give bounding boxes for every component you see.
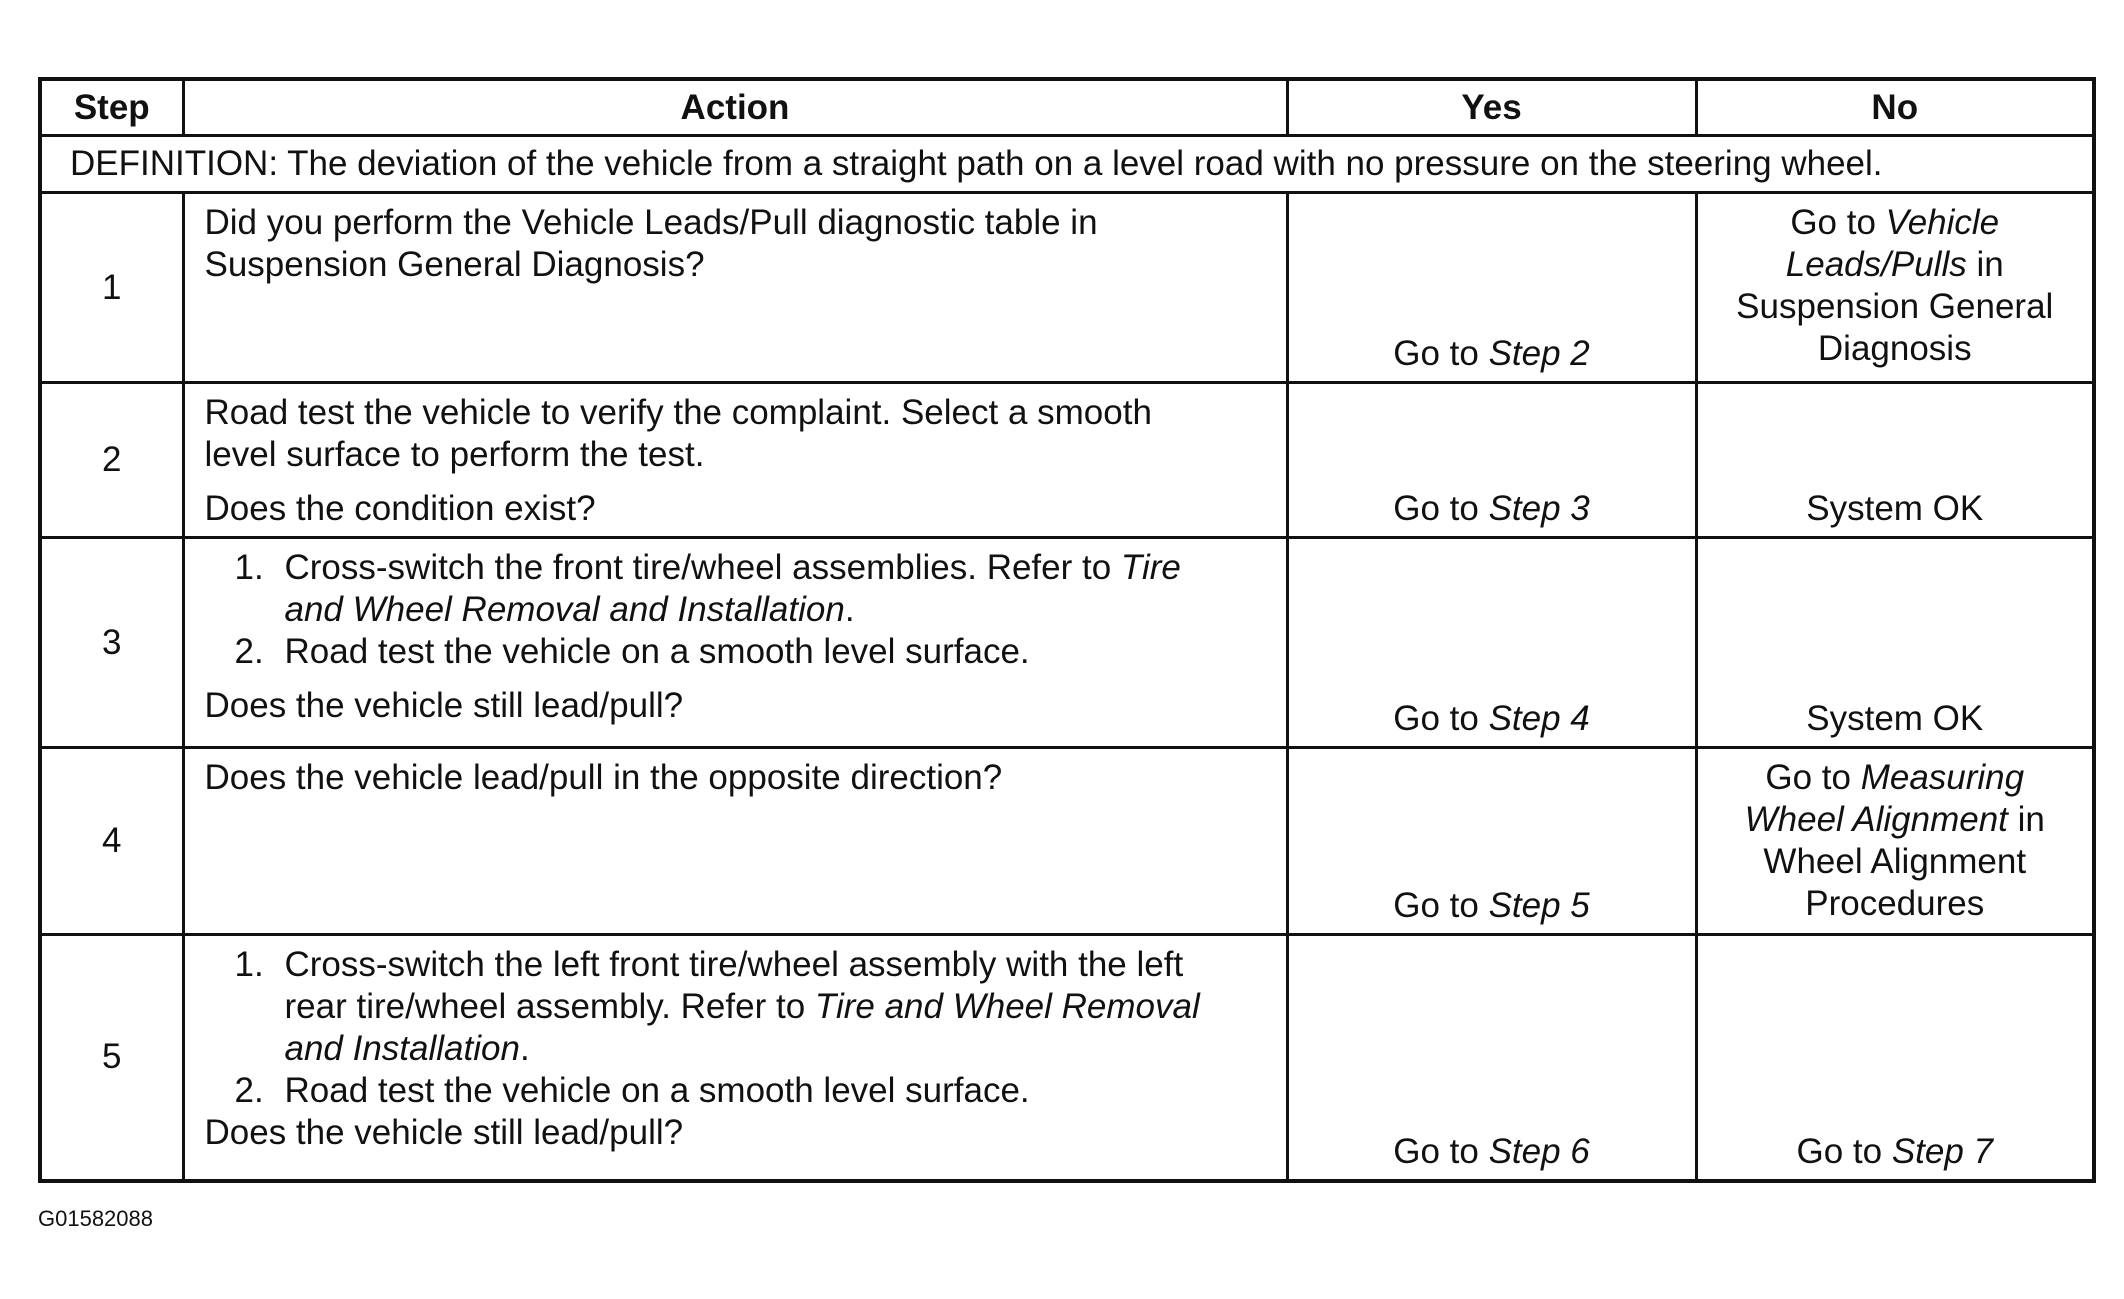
list-text: . <box>844 590 855 629</box>
action-cell <box>183 538 1287 748</box>
procedure-link[interactable]: Measuring <box>1860 758 2025 797</box>
no-cell <box>1696 935 2094 1181</box>
list-number: 1. <box>234 548 264 587</box>
action-text: Did you perform the Vehicle Leads/Pull diagnostic table in <box>204 203 1098 242</box>
action-cell <box>183 193 1287 383</box>
list-number: 2. <box>234 632 264 671</box>
no-text: Suspension General <box>1736 287 2054 326</box>
no-cell: System OK <box>1696 383 2094 538</box>
definition-text: DEFINITION: The deviation of the vehicle from a straight path on a level road with no pressure on the steering wheel. <box>40 136 2094 193</box>
yes-cell <box>1287 193 1696 383</box>
yes-cell <box>1287 935 1696 1181</box>
no-suffix: in <box>2007 800 2045 839</box>
no-cell <box>1696 193 2094 383</box>
no-cell <box>1696 748 2094 935</box>
list-number: 2. <box>234 1071 264 1110</box>
yes-prefix: Go to <box>1393 1131 1489 1171</box>
yes-cell <box>1287 538 1696 748</box>
step-link[interactable]: Step 7 <box>1891 1131 1994 1171</box>
action-text: Road test the vehicle to verify the complaint. Select a smooth <box>204 393 1152 432</box>
list-text: . <box>519 1029 530 1068</box>
yes-cell <box>1287 383 1696 538</box>
list-item <box>205 547 1276 631</box>
no-prefix: Go to <box>1796 1131 1892 1171</box>
step-number: 2 <box>40 383 183 538</box>
diagnostic-table <box>38 77 2096 1183</box>
step-link[interactable]: Step 3 <box>1488 489 1590 528</box>
step-number: 1 <box>40 193 183 383</box>
no-prefix: Go to <box>1765 758 1861 797</box>
list-text: Road test the vehicle on a smooth level surface. <box>284 1071 1030 1110</box>
step-number: 4 <box>40 748 183 935</box>
no-prefix: Go to <box>1790 203 1886 242</box>
no-text: Procedures <box>1805 884 1985 923</box>
yes-cell <box>1287 748 1696 935</box>
action-cell <box>183 383 1287 538</box>
no-text: Diagnosis <box>1817 329 1972 368</box>
table-row <box>40 383 2094 538</box>
table-row <box>40 748 2094 935</box>
procedure-link[interactable]: and Installation <box>284 1029 520 1068</box>
header-step: Step <box>40 79 183 136</box>
action-cell <box>183 748 1287 935</box>
list-item <box>205 944 1276 1070</box>
procedure-link[interactable]: Tire <box>1120 548 1181 587</box>
yes-prefix: Go to <box>1393 334 1489 373</box>
no-text: Wheel Alignment <box>1763 842 2027 881</box>
list-text: Road test the vehicle on a smooth level surface. <box>284 632 1030 671</box>
action-text: Suspension General Diagnosis? <box>204 245 705 284</box>
procedure-link[interactable]: Vehicle <box>1885 203 2000 242</box>
header-row <box>40 79 2094 136</box>
list-text: Cross-switch the left front tire/wheel assembly with the left <box>284 945 1184 984</box>
question-text: Does the vehicle still lead/pull? <box>204 686 684 725</box>
yes-prefix: Go to <box>1393 699 1489 738</box>
table-row <box>40 935 2094 1181</box>
yes-prefix: Go to <box>1393 886 1489 925</box>
step-number: 3 <box>40 538 183 748</box>
procedure-link[interactable]: and Wheel Removal and Installation <box>284 590 845 629</box>
table-row <box>40 193 2094 383</box>
action-text: level surface to perform the test. <box>204 435 705 474</box>
header-yes: Yes <box>1287 79 1696 136</box>
list-number: 1. <box>234 945 264 984</box>
header-no: No <box>1696 79 2094 136</box>
no-cell: System OK <box>1696 538 2094 748</box>
action-cell <box>183 935 1287 1181</box>
header-action: Action <box>183 79 1287 136</box>
no-suffix: in <box>1966 245 2004 284</box>
list-text: rear tire/wheel assembly. Refer to <box>284 987 815 1026</box>
step-link[interactable]: Step 2 <box>1488 334 1590 373</box>
step-link[interactable]: Step 5 <box>1488 886 1590 925</box>
list-text: Cross-switch the front tire/wheel assemblies. Refer to <box>284 548 1121 587</box>
yes-prefix: Go to <box>1393 489 1489 528</box>
procedure-link[interactable]: Tire and Wheel Removal <box>814 987 1200 1026</box>
definition-row <box>40 136 2094 193</box>
procedure-link[interactable]: Wheel Alignment <box>1744 800 2008 839</box>
question-text: Does the vehicle still lead/pull? <box>204 1113 684 1152</box>
procedure-link[interactable]: Leads/Pulls <box>1785 245 1967 284</box>
list-item <box>205 1070 1276 1112</box>
step-link[interactable]: Step 4 <box>1488 699 1590 738</box>
step-link[interactable]: Step 6 <box>1488 1131 1590 1171</box>
question-text: Does the condition exist? <box>204 489 596 528</box>
table-row <box>40 538 2094 748</box>
action-text: Does the vehicle lead/pull in the opposite direction? <box>204 758 1003 797</box>
figure-id: G01582088 <box>38 1206 153 1231</box>
step-number: 5 <box>40 935 183 1181</box>
list-item <box>205 631 1276 673</box>
